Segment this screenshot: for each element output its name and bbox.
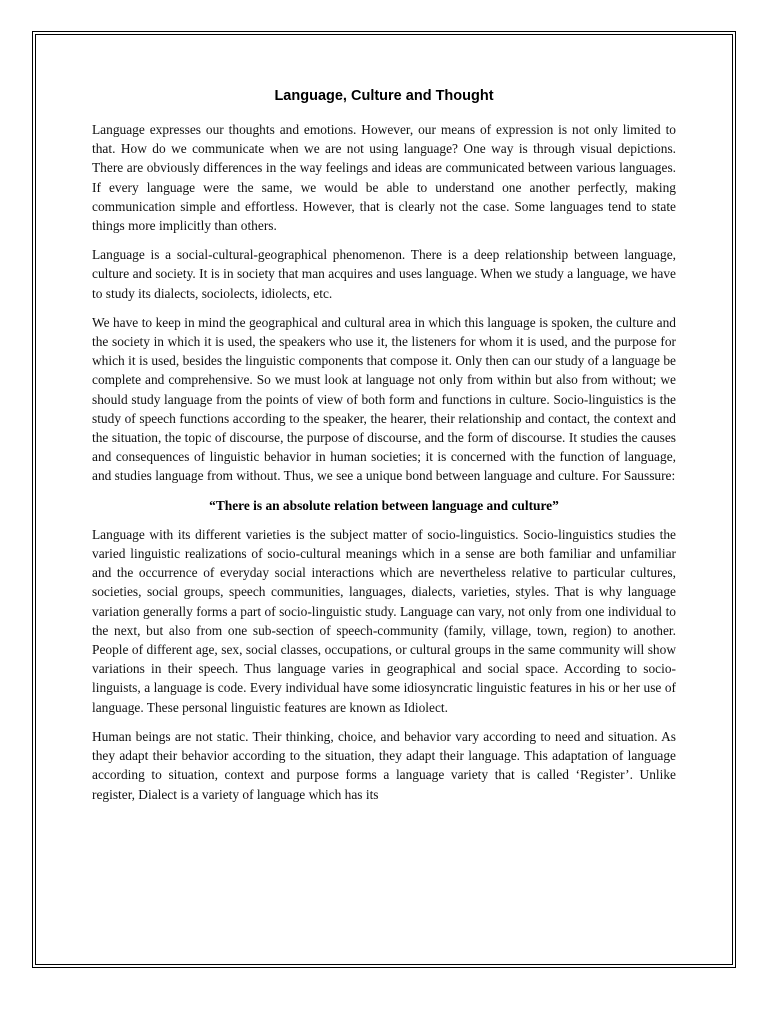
document-body [92, 84, 676, 814]
paragraph-2: Language is a social-cultural-geographical phenomenon. There is a deep relationship between language, culture and society. It is in society that man acquires and uses language. When we study a language, we have to study its dialects, sociolects, idiolects, etc. [92, 247, 676, 301]
paragraph-4: Language with its different varieties is the subject matter of socio-linguistics. Socio-linguistics studies the varied linguistic realizations of socio-cultural meanings which in a sense are both familiar and unfamiliar and the occurrence of everyday social interactions which are nevertheless relative to particular cultures, societies, social groups, speech communities, languages, dialects, varieties, styles. That is why language variation generally forms a part of socio-linguistic study. Language can vary, not only from one individual to the next, but also from one sub-section of speech-community (family, village, town, region) to another. People of different age, sex, social classes, occupations, or cultural groups in the same community will show variations in their speech. Thus language varies in geographical and social space. According to socio-linguists, a language is code. Every individual have some idiosyncratic linguistic features in his or her use of language. These personal linguistic features are known as Idiolect. [92, 526, 676, 715]
paragraph-3: We have to keep in mind the geographical and cultural area in which this language is spoken, the culture and the society in which it is used, the speakers who use it, the listeners for whom it is used, and the purpose for which it is used, besides the linguistic components that compose it. Only then can our study of a language be complete and comprehensive. So we must look at language not only from within but also from without; we should study language from the points of view of both form and functions in culture. Socio-linguistics is the study of speech functions according to the speaker, the hearer, their relationship and contact, the context and the situation, the topic of discourse, the purpose of discourse, and the form of discourse. It studies the causes and consequences of linguistic behavior in human societies; it is concerned with the function of language, and studies language from without. Thus, we see a unique bond between language and culture. For Saussure: [92, 314, 676, 484]
paragraph-5: Human beings are not static. Their thinking, choice, and behavior vary according to need and situation. As they adapt their behavior according to the situation, they adapt their language. This adaptation of language according to situation, context and purpose forms a language variety that is called ‘Register’. Unlike register, Dialect is a variety of language which has its [92, 728, 676, 802]
page-title: Language, Culture and Thought [274, 88, 494, 104]
saussure-quote: “There is an absolute relation between language and culture” [209, 497, 559, 513]
paragraph-1: Language expresses our thoughts and emotions. However, our means of expression is not only limited to that. How do we communicate when we are not using language? One way is through visual depictions. There are obviously differences in the way feelings and ideas are communicated between various languages. If every language were the same, we would be able to understand one another perfectly, making communication simple and effortless. However, that is clearly not the case. Some languages tend to state things more implicitly than others. [92, 122, 676, 234]
